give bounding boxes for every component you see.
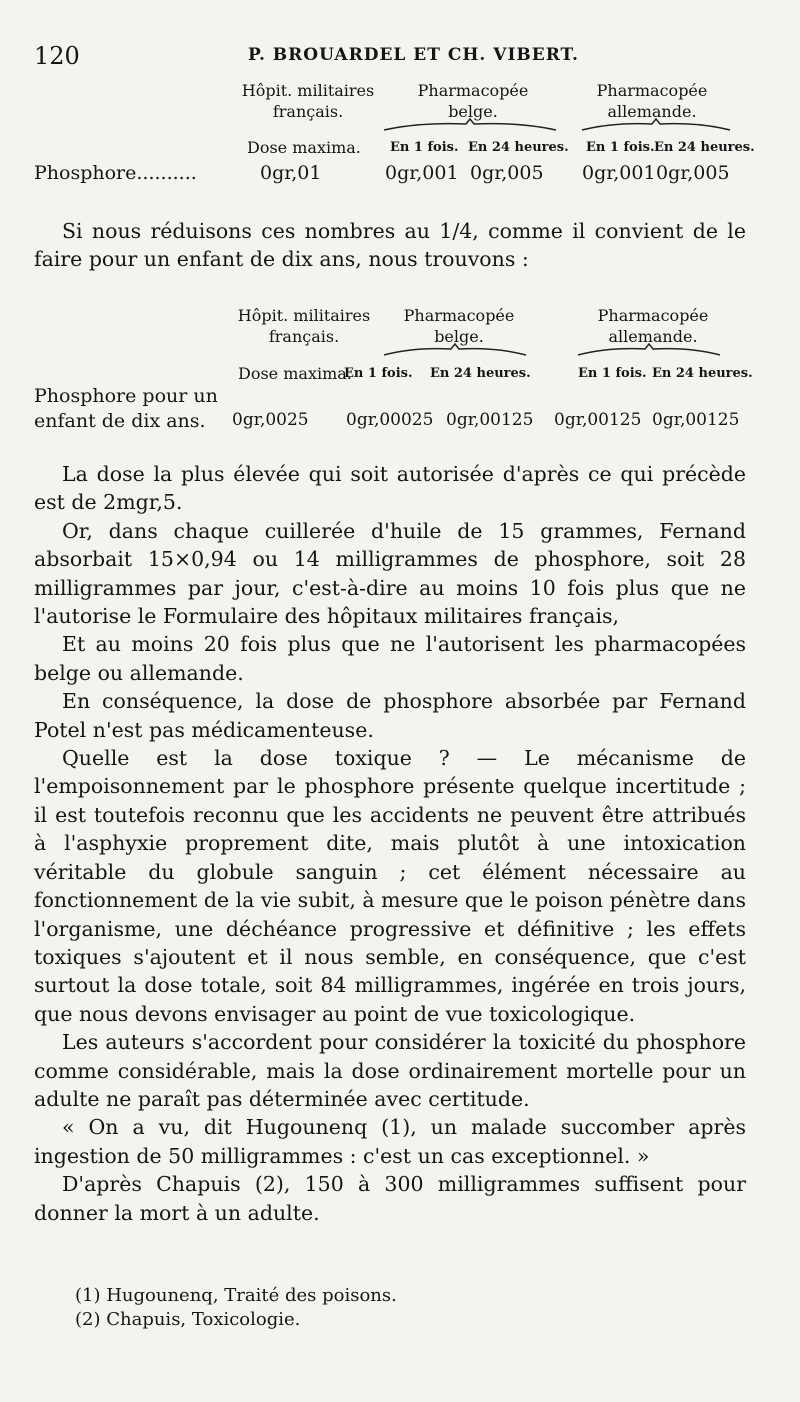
table1-dose-label: Dose maxima. bbox=[247, 138, 361, 157]
page-header bbox=[34, 40, 770, 74]
table2-sub-24h-2: En 24 heures. bbox=[652, 366, 753, 381]
table2-dose-label: Dose maxima. bbox=[238, 364, 352, 383]
paragraph: D'après Chapuis (2), 150 à 300 milligrammes suffisent pour donner la mort à un adulte. bbox=[34, 1172, 746, 1225]
footnote: (2) Chapuis, Toxicologie. bbox=[75, 1309, 301, 1330]
table1-col-hopitaux: Hôpit. militaires français. bbox=[241, 81, 375, 121]
table1-sub-once-1: En 1 fois. bbox=[390, 140, 459, 155]
body-text bbox=[34, 460, 746, 1227]
table1-sub-24h-1: En 24 heures. bbox=[468, 140, 569, 155]
table1-value-allemande-24h: 0gr,005 bbox=[656, 162, 730, 184]
paragraph: Or, dans chaque cuillerée d'huile de 15 grammes, Fernand absorbait 15×0,94 ou 14 milligrammes de phosphore, soit 28 milligrammes par jour, c'est-à-dire au moins 10 fois plus que ne l'autorise le Formulaire des hôpitaux militaires français, bbox=[34, 518, 746, 629]
paragraph: Et au moins 20 fois plus que ne l'autorisent les pharmacopées belge ou allemande. bbox=[34, 632, 746, 685]
page-number: 120 bbox=[34, 42, 80, 70]
running-title: P. BROUARDEL ET CH. VIBERT. bbox=[248, 45, 579, 65]
table2-col-allemande: Pharmacopée allemande. bbox=[597, 306, 709, 346]
table2-value-belge-once: 0gr,00025 bbox=[346, 410, 434, 430]
table2-value-hopitaux: 0gr,0025 bbox=[232, 410, 309, 430]
paragraph: La dose la plus élevée qui soit autorisée d'après ce qui précède est de 2mgr,5. bbox=[34, 462, 746, 515]
table2-col-hopitaux: Hôpit. militaires français. bbox=[237, 306, 371, 346]
table1-brace-allemande bbox=[578, 118, 734, 134]
table1-value-allemande-once: 0gr,001 bbox=[582, 162, 656, 184]
footnote: (1) Hugounenq, Traité des poisons. bbox=[75, 1285, 397, 1306]
table1-col-belge: Pharmacopée belge. bbox=[417, 81, 529, 121]
table2-sub-once-2: En 1 fois. bbox=[578, 366, 647, 381]
table1-brace-belge bbox=[380, 118, 560, 134]
table1-sub-24h-2: En 24 heures. bbox=[654, 140, 755, 155]
table2-brace-belge bbox=[380, 343, 530, 359]
paragraph: « On a vu, dit Hugounenq (1), un malade succomber après ingestion de 50 milligrammes : c'est un cas exceptionnel. » bbox=[34, 1115, 746, 1168]
paragraph: Les auteurs s'accordent pour considérer la toxicité du phosphore comme considérable, mais la dose ordinairement mortelle pour un adulte ne paraît pas déterminée avec certitude. bbox=[34, 1030, 746, 1111]
table2-value-belge-24h: 0gr,00125 bbox=[446, 410, 534, 430]
footnotes bbox=[75, 1284, 397, 1332]
table2-value-allemande-once: 0gr,00125 bbox=[554, 410, 642, 430]
table1-sub-once-2: En 1 fois. bbox=[586, 140, 655, 155]
table1-value-belge-once: 0gr,001 bbox=[385, 162, 459, 184]
paragraph: En conséquence, la dose de phosphore absorbée par Fernand Potel n'est pas médicamenteuse. bbox=[34, 689, 746, 742]
table2-sub-24h-1: En 24 heures. bbox=[430, 366, 531, 381]
paragraph: Quelle est la dose toxique ? — Le mécanisme de l'empoisonnement par le phosphore présente quelque incertitude ; il est toutefois reconnu que les accidents ne peuvent être attribués à l'asphyxie proprement dite, mais plutôt à une intoxication véritable du globule sanguin ; cet élément nécessaire au fonctionnement de la vie subit, à mesure que le poison pénètre dans l'organisme, une déchéance progressive et définitive ; les effets toxiques s'ajoutent et il nous semble, en conséquence, que c'est surtout la dose totale, soit 84 milligrammes, ingérée en trois jours, que nous devons envisager au point de vue toxicologique. bbox=[34, 746, 746, 1026]
intro-paragraph: Si nous réduisons ces nombres au 1/4, comme il convient de le faire pour un enfant de dix ans, nous trouvons : bbox=[34, 219, 746, 272]
table2-sub-once-1: En 1 fois. bbox=[344, 366, 413, 381]
table1-col-allemande: Pharmacopée allemande. bbox=[596, 81, 708, 121]
table2-row-label-line2: enfant de dix ans. bbox=[34, 410, 206, 432]
table1-value-belge-24h: 0gr,005 bbox=[470, 162, 544, 184]
table2-brace-allemande bbox=[574, 343, 724, 359]
table1-row-label: Phosphore.......... bbox=[34, 162, 197, 184]
table2-row-label-line1: Phosphore pour un bbox=[34, 385, 218, 407]
table2-col-belge: Pharmacopée belge. bbox=[403, 306, 515, 346]
table1-value-hopitaux: 0gr,01 bbox=[260, 162, 322, 184]
table2-value-allemande-24h: 0gr,00125 bbox=[652, 410, 740, 430]
